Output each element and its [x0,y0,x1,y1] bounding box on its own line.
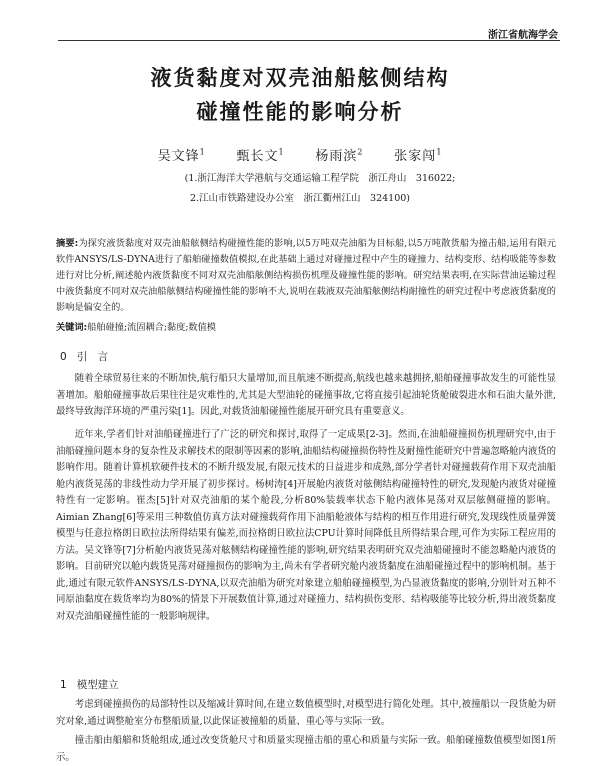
author-name: 甄长文 [236,149,279,164]
abstract [56,236,556,316]
abstract-text: 为探究液货黏度对双壳油船舷侧结构碰撞性能的影响,以5万吨双壳油船为目标船,以5万吨散货船为撞击船,运用有限元软件ANSYS/LS-DYNA进行了船舶碰撞数值模拟,在此基础上通过对碰撞过程中产生的碰撞力、结构变形、结构吸能等参数进行对比分析,阐述舱内液货黏度不同对双壳油船舷侧结构损伤机理及碰撞性能的影响。研究结果表明,在实际营油运输过程中液货黏度不同对双壳油船舷侧结构碰撞性能的影响不大,说明在载液双壳油船舷侧结构耐撞性的研究过程中考虑液货黏度的影响是偏安全的。 [56,238,556,313]
section-heading-intro [60,349,108,364]
paragraph-2: 近年来,学者们针对油船碰撞进行了广泛的研究和探讨,取得了一定成果[2-3]。然而,在油船碰撞损伤机理研究中,由于油船碰撞问题本身的复杂性及求解技术的限制等因素的影响,油船结构碰撞损伤特性及耐撞性能研究中普遍忽略舱内液货的影响作用。随着计算机软硬件技术的不断升级发展,有限元技术的日益进步和成熟,部分学者针对碰撞载荷作用下双壳油船舱内液货晃荡的非线性动力学开展了初步探讨。杨树涛[4]开展舱内液货对舷侧结构碰撞特性的研究,发现舱内液货对碰撞特性有一定影响。崔杰[5]针对双壳油船的某个舱段,分析80%装载率状态下舱内液体晃荡对双层舷侧碰撞的影响。Aimian Zhang[6]等采用三种数值仿真方法对碰撞载荷作用下油船舱液体与结构的相互作用进行研究,发现线性质量弹簧模型与任意拉格朗日欧拉法所得结果有偏差,而拉格朗日欧拉法CPU计算时间降低且所得结果合理,可作为实际工程应用的方法。吴文锋等[7]分析舱内液货晃荡对舷侧结构碰撞性能的影响,研究结果表明研究双壳油船碰撞时不能忽略舱内液货的影响。目前研究以舱内载货晃荡对碰撞损伤的影响为主,尚未有学者研究舱内液货黏度在油船碰撞过程中的影响机制。基于此,通过有限元软件ANSYS/LS-DYNA,以双壳油船为研究对象建立船舶碰撞模型,为凸显液货黏度的影响,分别针对五种不同原油黏度在载货率均为80%的情景下开展数值计算,通过对碰撞力、结构损伤变形、结构吸能等比较分析,得出液货黏度对双壳油船碰撞性能的一般影响规律。 [56,429,556,622]
author-mark: 1 [278,147,285,157]
affiliation-2: 2.江山市铁路建设办公室 浙江衢州江山 324100) [189,193,411,204]
author-list [0,145,600,164]
affiliation-1: (1.浙江海洋大学港航与交通运输工程学院 浙江舟山 316022; [184,173,456,184]
abstract-label: 摘要: [56,238,79,249]
author-mark: 1 [199,147,206,157]
paper-title-line2: 碰撞性能的影响分析 [196,100,404,124]
author-mark: 2 [357,147,364,157]
section-number: 1 [60,679,67,691]
keywords-text: 船舶碰撞;流固耦合;黏度;数值模 [87,322,216,333]
paragraph-3: 考虑到碰撞损伤的局部特性以及缩减计算时间,在建立数值模型时,对模型进行简化处理。其中,被撞船以一段货舱为研究对象,通过调整舱室分布整船质量,以此保证被撞船的质量、重心等与实际一致。 [56,699,556,727]
keywords [56,319,556,333]
author-name: 吴文锋 [157,149,200,164]
author-mark: 1 [436,147,443,157]
keywords-label: 关键词: [56,322,88,333]
author-name: 杨雨滨 [315,149,358,164]
paragraph-4: 撞击船由船艏和货舱组成,通过改变货舱尺寸和质量实现撞击船的重心和质量与实际一致。船舶碰撞数值模型如图1所示。 [56,735,556,763]
paper-title-line1: 液货黏度对双壳油船舷侧结构 [150,66,450,90]
journal-name: 浙江省航海学会 [488,30,558,41]
author-name: 张家闯 [394,149,437,164]
section-heading-model [60,677,119,692]
header-rule [58,40,560,41]
paragraph-1: 随着全球贸易往来的不断加快,航行船只大量增加,而且航速不断提高,航线也越来越拥挤,船舶碰撞事故发生的可能性显著增加。船舶碰撞事故后果往往是灾难性的,尤其是大型油轮的碰撞事故,它将直接引起油轮货舱破裂进水和石油大量外泄,最终导致海洋环境的严重污染[1]。因此,对载货油船碰撞性能展开研究具有重要意义。 [56,373,556,417]
section-number: 0 [60,351,67,363]
section-title: 引 言 [76,351,109,363]
section-title: 模型建立 [76,679,119,691]
